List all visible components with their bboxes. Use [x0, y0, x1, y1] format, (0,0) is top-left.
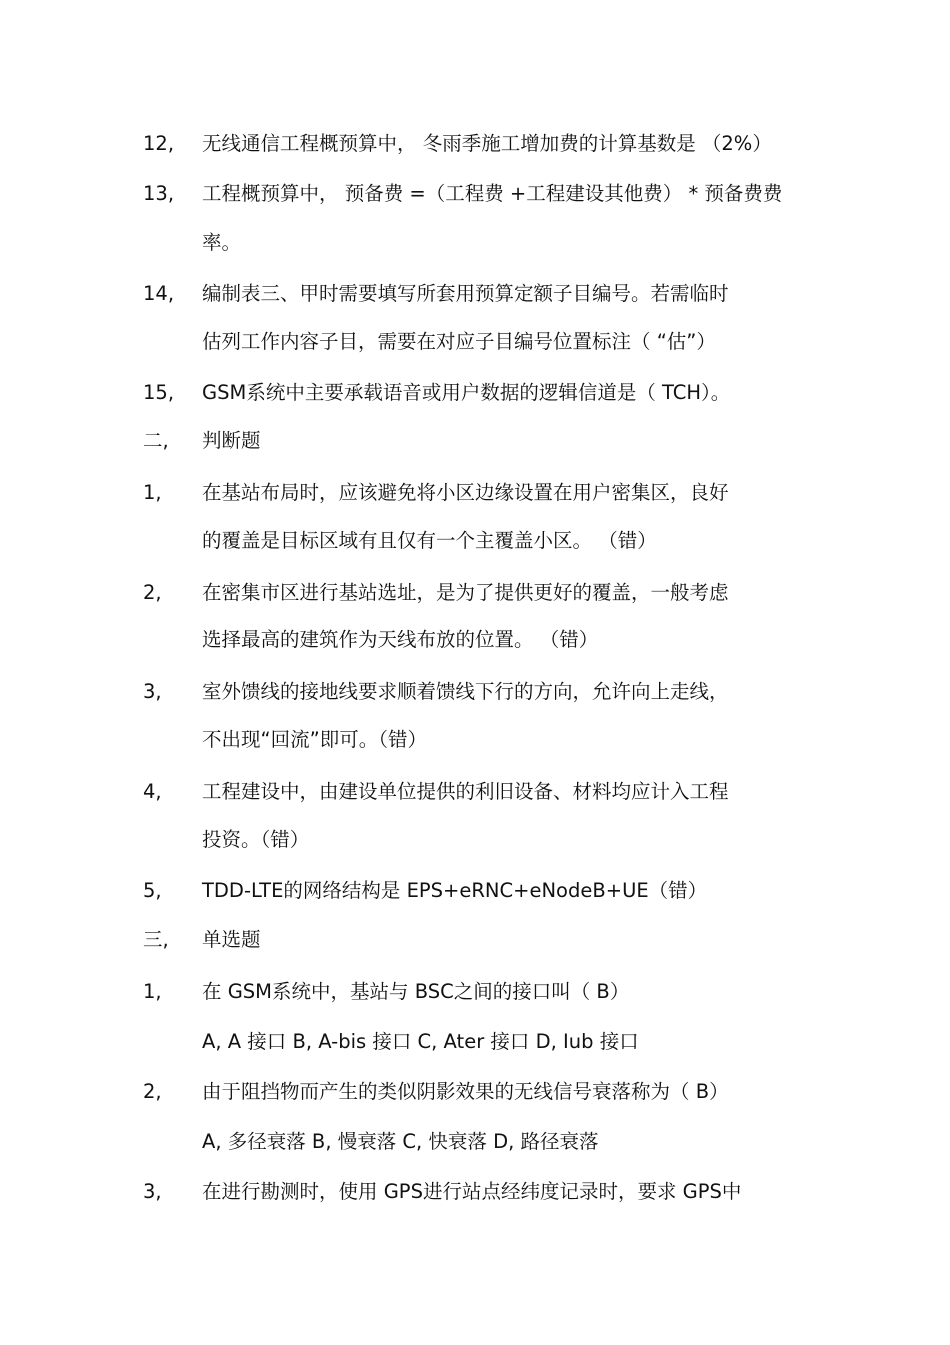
answer-options: A, A 接口 B, A-bis 接口 C, Ater 接口 D, Iub 接口 [202, 1030, 639, 1053]
item-number: 3, [143, 680, 162, 703]
item-text: 在密集市区进行基站选址，是为了提供更好的覆盖，一般考虑 [202, 581, 729, 604]
text-line [0, 523, 950, 559]
item-number: 2, [143, 581, 162, 604]
text-line [0, 822, 950, 858]
item-text: TDD-LTE的网络结构是 EPS+eRNC+eNodeB+UE（错） [202, 879, 708, 902]
item-number: 15, [143, 381, 175, 404]
text-line [0, 375, 950, 411]
section-title: 判断题 [202, 429, 261, 452]
item-number: 1, [143, 481, 162, 504]
item-text: 不出现“回流”即可。（错） [202, 728, 427, 751]
text-line [0, 873, 950, 909]
item-text: 在进行勘测时，使用 GPS进行站点经纬度记录时，要求 GPS中 [202, 1180, 742, 1203]
item-text: 无线通信工程概预算中， 冬雨季施工增加费的计算基数是 （2%） [202, 132, 772, 155]
text-line [0, 324, 950, 360]
item-text: 编制表三、甲时需要填写所套用预算定额子目编号。若需临时 [202, 282, 729, 305]
item-text: GSM系统中主要承载语音或用户数据的逻辑信道是（ TCH）。 [202, 381, 731, 404]
text-line [0, 722, 950, 758]
text-line [0, 176, 950, 212]
item-number: 1, [143, 980, 162, 1003]
section-number: 二, [143, 429, 169, 452]
options-line [0, 1024, 950, 1060]
item-text: 率。 [202, 231, 242, 254]
text-line [0, 225, 950, 261]
text-line [0, 126, 950, 162]
item-number: 4, [143, 780, 162, 803]
item-number: 12, [143, 132, 175, 155]
item-text: 估列工作内容子目，需要在对应子目编号位置标注（ “估”） [202, 330, 716, 353]
text-line [0, 974, 950, 1010]
section-title: 单选题 [202, 928, 261, 951]
item-text: 的覆盖是目标区域有且仅有一个主覆盖小区。 （错） [202, 529, 657, 552]
options-line [0, 1124, 950, 1160]
section-number: 三, [143, 928, 169, 951]
item-number: 3, [143, 1180, 162, 1203]
item-text: 在基站布局时，应该避免将小区边缘设置在用户密集区，良好 [202, 481, 729, 504]
item-number: 14, [143, 282, 175, 305]
section-heading [0, 423, 950, 459]
text-line [0, 622, 950, 658]
item-text: 由于阻挡物而产生的类似阴影效果的无线信号衰落称为（ B） [202, 1080, 729, 1103]
item-number: 13, [143, 182, 175, 205]
item-number: 2, [143, 1080, 162, 1103]
item-text: 工程建设中，由建设单位提供的利旧设备、材料均应计入工程 [202, 780, 729, 803]
item-text: 室外馈线的接地线要求顺着馈线下行的方向，允许向上走线， [202, 680, 729, 703]
item-text: 投资。（错） [202, 828, 310, 851]
item-number: 5, [143, 879, 162, 902]
text-line [0, 276, 950, 312]
text-line [0, 1074, 950, 1110]
section-heading [0, 922, 950, 958]
text-line [0, 575, 950, 611]
text-line [0, 1174, 950, 1210]
text-line [0, 674, 950, 710]
item-text: 选择最高的建筑作为天线布放的位置。 （错） [202, 628, 599, 651]
item-text: 工程概预算中， 预备费 =（工程费 +工程建设其他费） * 预备费费 [202, 182, 783, 205]
text-line [0, 774, 950, 810]
answer-options: A, 多径衰落 B, 慢衰落 C, 快衰落 D, 路径衰落 [202, 1130, 599, 1153]
item-text: 在 GSM系统中，基站与 BSC之间的接口叫（ B） [202, 980, 630, 1003]
text-line [0, 475, 950, 511]
